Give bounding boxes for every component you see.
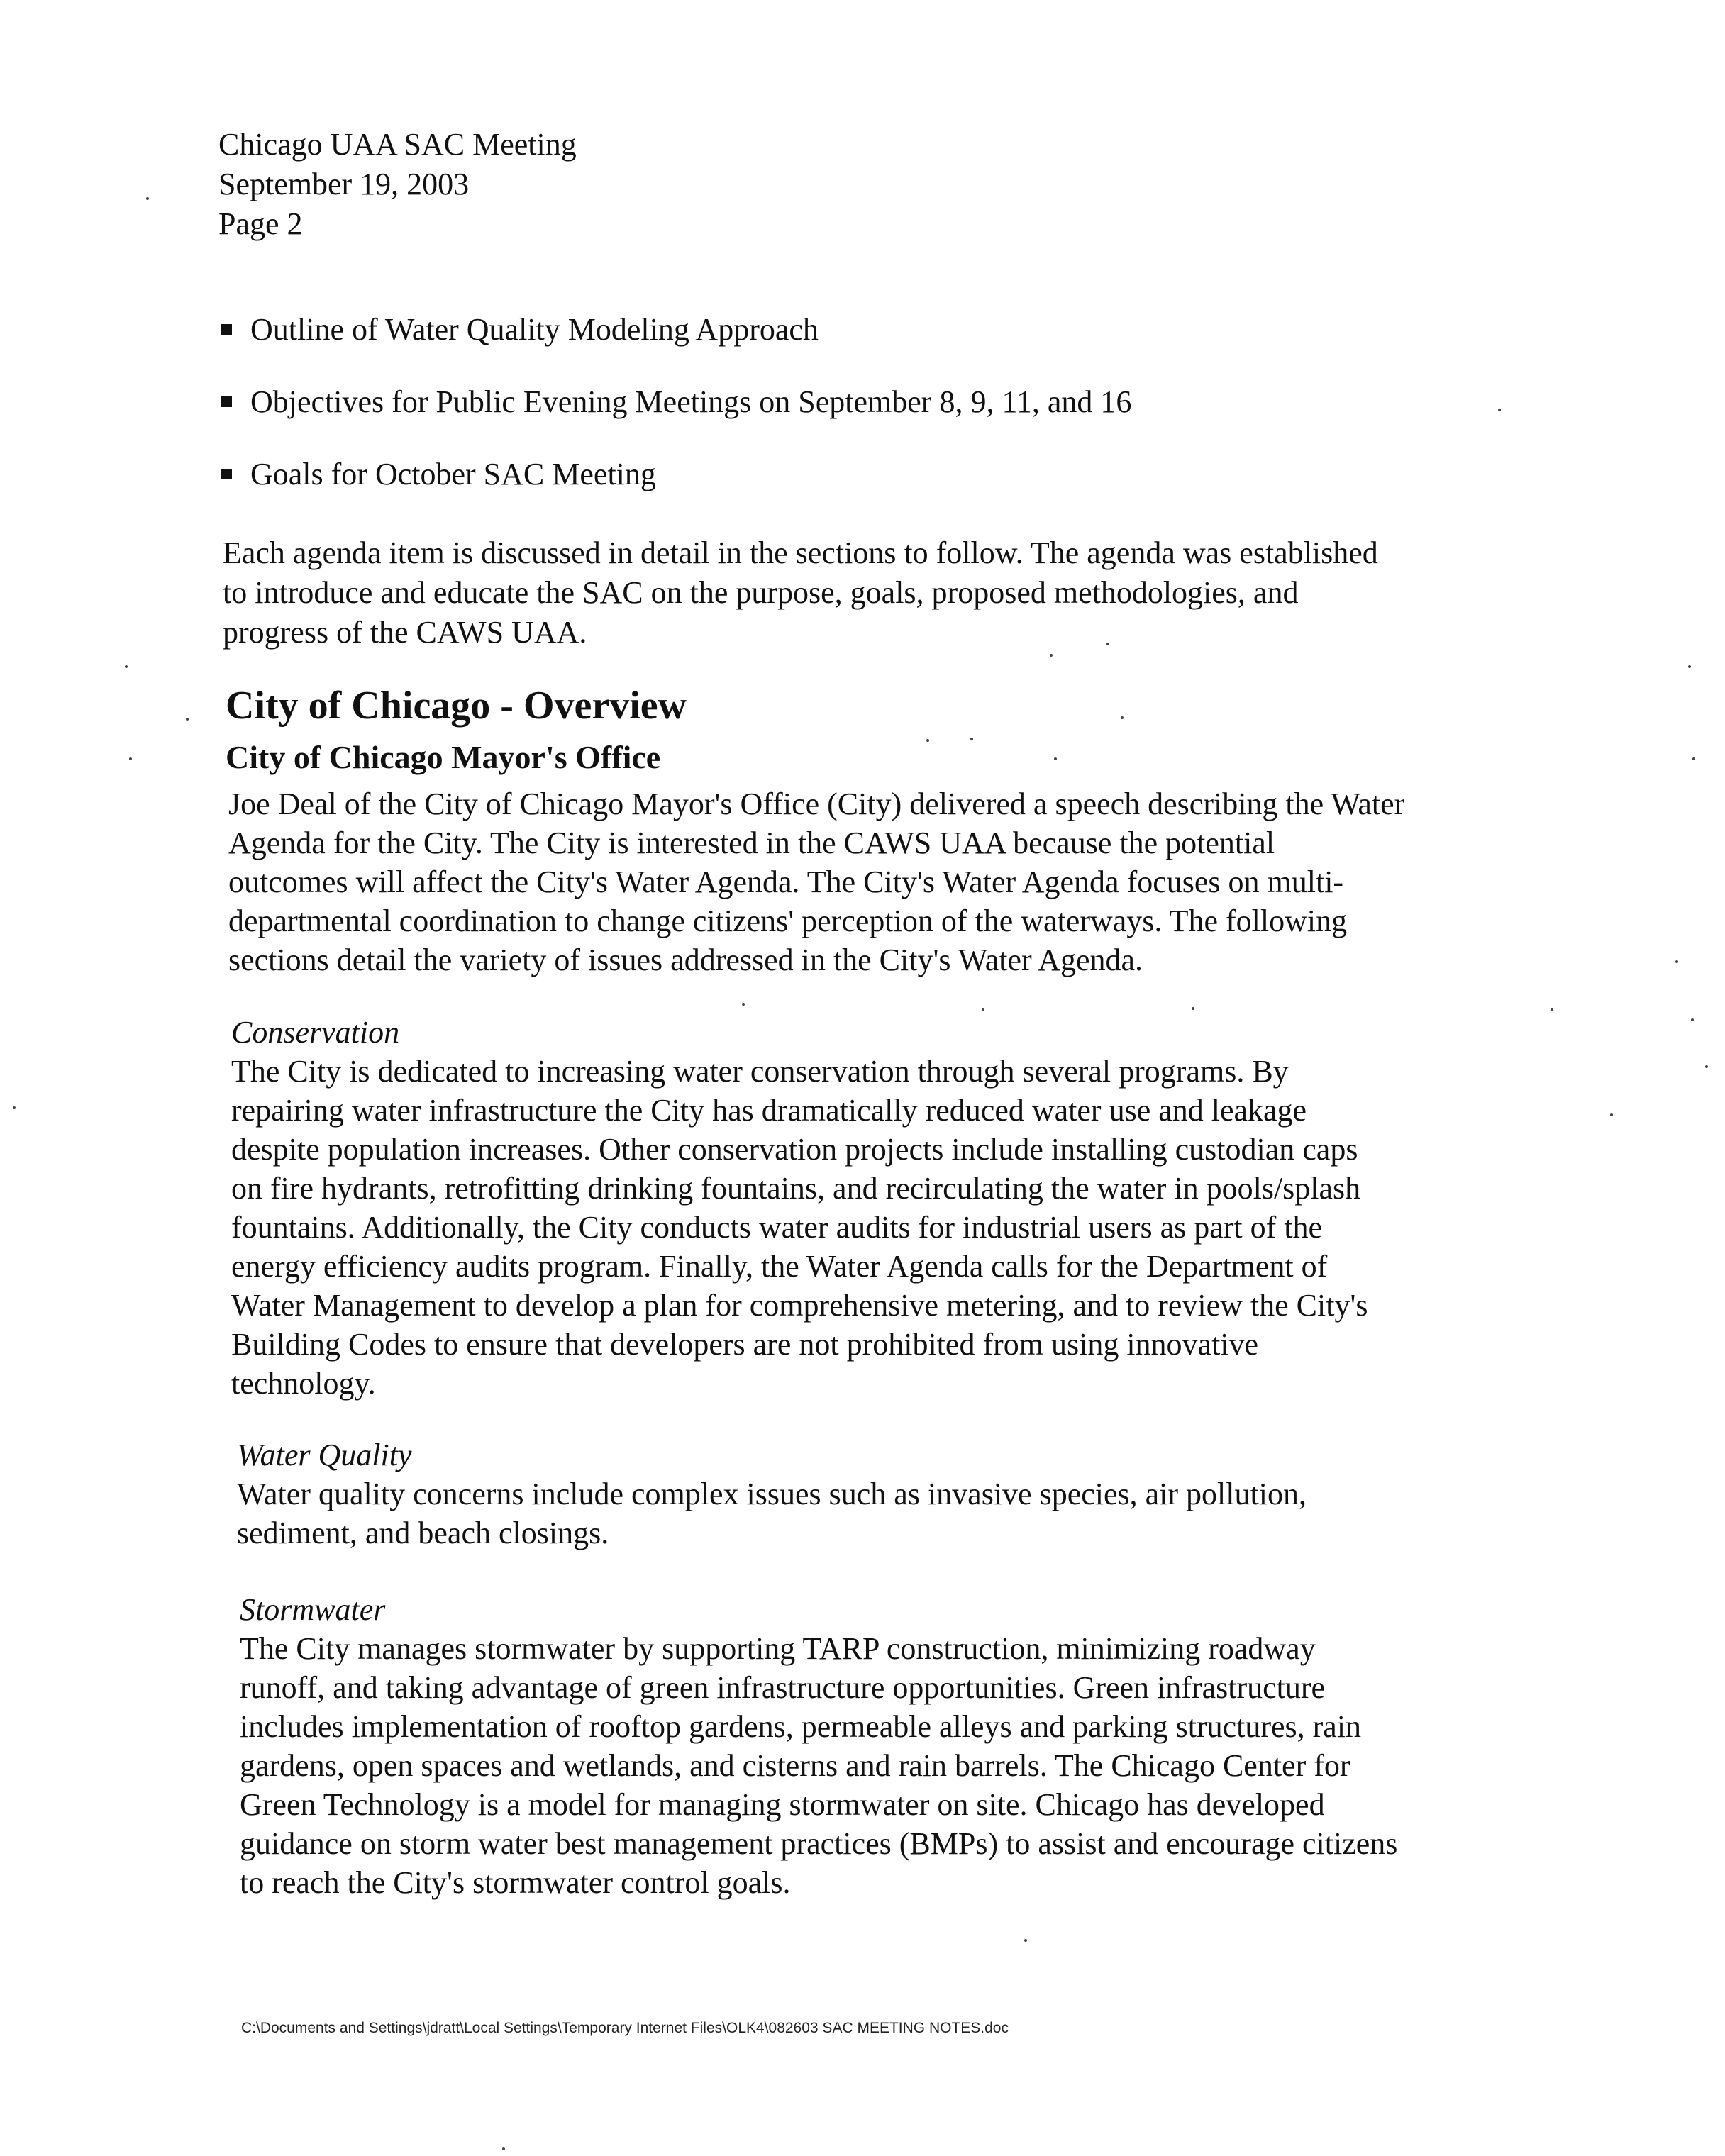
text-line: fountains. Additionally, the City conducts water audits for industrial users as part of the <box>231 1210 1323 1245</box>
text-line: Building Codes to ensure that developers are not prohibited from using innovative <box>231 1327 1259 1362</box>
list-item <box>221 382 1131 421</box>
header-date: September 19, 2003 <box>218 167 470 201</box>
text-line: Water Management to develop a plan for comprehensive metering, and to review the City's <box>231 1288 1368 1323</box>
text-line: departmental coordination to change citizens' perception of the waterways. The following <box>228 904 1348 938</box>
header-title: Chicago UAA SAC Meeting <box>218 127 577 162</box>
scan-speck <box>982 1008 984 1011</box>
text-line: technology. <box>231 1366 376 1401</box>
text-line: runoff, and taking advantage of green infrastructure opportunities. Green infrastructure <box>240 1670 1326 1705</box>
scan-speck <box>1050 654 1053 657</box>
scan-speck <box>125 665 128 668</box>
text-line: Agenda for the City. The City is interested in the CAWS UAA because the potential <box>228 826 1275 860</box>
list-item-text: Outline of Water Quality Modeling Approach <box>250 311 819 347</box>
scan-speck <box>926 739 929 742</box>
scan-speck <box>1688 665 1691 668</box>
text-line: energy efficiency audits program. Finally, the Water Agenda calls for the Department of <box>231 1249 1328 1284</box>
scan-speck <box>1691 1018 1694 1021</box>
agenda-list <box>221 309 1131 526</box>
text-line: guidance on storm water best management practices (BMPs) to assist and encourage citizens <box>240 1826 1398 1861</box>
text-line: Water quality concerns include complex issues such as invasive species, air pollution, <box>237 1477 1307 1511</box>
scan-speck <box>1551 1008 1553 1011</box>
conservation-paragraph <box>231 1052 1368 1403</box>
scan-speck <box>146 197 149 200</box>
text-line: Joe Deal of the City of Chicago Mayor's Office (City) delivered a speech describing the Water <box>228 787 1405 821</box>
text-line: Green Technology is a model for managing stormwater on site. Chicago has developed <box>240 1787 1325 1822</box>
intro-paragraph <box>223 533 1499 652</box>
scan-speck <box>1498 409 1501 411</box>
bullet-square-icon <box>221 324 232 335</box>
text-line: despite population increases. Other conservation projects include installing custodian caps <box>231 1132 1358 1167</box>
scan-speck <box>502 2147 505 2150</box>
subsection-heading: City of Chicago Mayor's Office <box>226 739 661 775</box>
bullet-square-icon <box>221 396 232 407</box>
text-line: to reach the City's stormwater control goals. <box>240 1865 791 1900</box>
conservation-heading: Conservation <box>231 1015 400 1050</box>
scan-speck <box>13 1106 16 1109</box>
scan-speck <box>1705 1065 1708 1068</box>
scan-speck <box>1692 757 1695 760</box>
text-line: progress of the CAWS UAA. <box>223 615 587 650</box>
text-line: sections detail the variety of issues addressed in the City's Water Agenda. <box>228 943 1143 977</box>
text-line: to introduce and educate the SAC on the purpose, goals, proposed methodologies, and <box>223 575 1299 610</box>
scan-speck <box>1610 1113 1613 1116</box>
scan-speck <box>1675 960 1678 963</box>
text-line: repairing water infrastructure the City has dramatically reduced water use and leakage <box>231 1093 1307 1128</box>
section-heading: City of Chicago - Overview <box>226 684 687 728</box>
header-page-number: Page 2 <box>218 206 303 241</box>
text-line: sediment, and beach closings. <box>237 1516 609 1550</box>
list-item <box>221 454 1131 494</box>
stormwater-heading: Stormwater <box>240 1592 386 1627</box>
text-line: The City is dedicated to increasing water conservation through several programs. By <box>231 1054 1289 1089</box>
list-item <box>221 309 1131 349</box>
text-line: gardens, open spaces and wetlands, and cisterns and rain barrels. The Chicago Center for <box>240 1748 1350 1783</box>
text-line: outcomes will affect the City's Water Agenda. The City's Water Agenda focuses on multi- <box>228 865 1344 899</box>
text-line: includes implementation of rooftop gardens, permeable alleys and parking structures, rain <box>240 1709 1362 1744</box>
stormwater-paragraph <box>240 1629 1397 1902</box>
water-quality-heading: Water Quality <box>237 1438 412 1472</box>
page-header <box>218 125 577 244</box>
bullet-square-icon <box>221 469 232 479</box>
scan-speck <box>1054 757 1057 760</box>
text-line: The City manages stormwater by supporting TARP construction, minimizing roadway <box>240 1631 1316 1666</box>
scan-speck <box>1106 643 1109 645</box>
water-quality-paragraph <box>237 1474 1307 1552</box>
list-item-text: Objectives for Public Evening Meetings on September 8, 9, 11, and 16 <box>250 384 1132 419</box>
file-path-footer: C:\Documents and Settings\jdratt\Local Settings\Temporary Internet Files\OLK4\082603 SAC MEETING NOTES.doc <box>241 2020 1009 2036</box>
text-line: on fire hydrants, retrofitting drinking fountains, and recirculating the water in pools/splash <box>231 1171 1361 1206</box>
list-item-text: Goals for October SAC Meeting <box>250 456 656 491</box>
scan-speck <box>1192 1007 1194 1010</box>
scan-speck <box>129 757 132 760</box>
scan-speck <box>1024 1939 1027 1942</box>
scan-speck <box>1121 716 1124 719</box>
scan-speck <box>186 718 189 721</box>
scan-speck <box>970 738 973 740</box>
scan-speck <box>742 1003 745 1006</box>
text-line: Each agenda item is discussed in detail in the sections to follow. The agenda was established <box>223 535 1378 570</box>
mayors-office-paragraph <box>228 784 1404 979</box>
